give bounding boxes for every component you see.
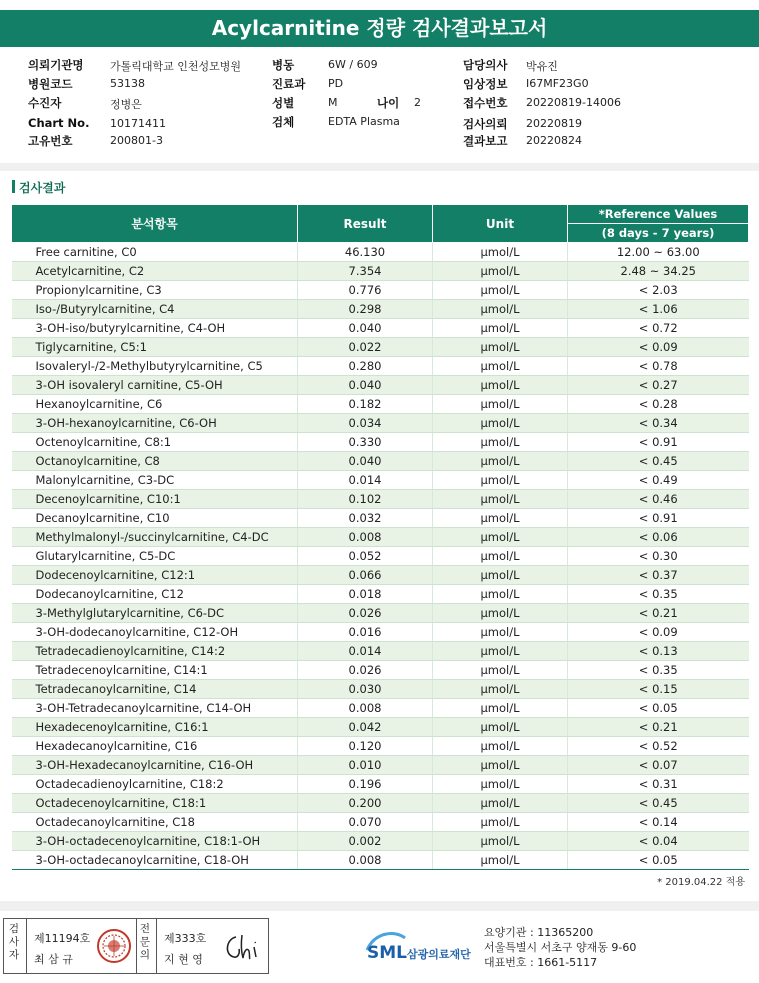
table-row bbox=[12, 718, 749, 737]
reference-cell: < 0.13 bbox=[568, 642, 749, 661]
analyte-cell: Acetylcarnitine, C2 bbox=[12, 262, 298, 281]
result-cell: 0.010 bbox=[298, 756, 433, 775]
unit-cell: μmol/L bbox=[433, 300, 568, 319]
table-row bbox=[12, 395, 749, 414]
table-row bbox=[12, 661, 749, 680]
report-date-value: 20220824 bbox=[526, 134, 582, 147]
reference-cell: < 0.78 bbox=[568, 357, 749, 376]
result-cell: 0.014 bbox=[298, 642, 433, 661]
result-cell: 0.026 bbox=[298, 661, 433, 680]
table-row bbox=[12, 585, 749, 604]
org-address-line: 서울특별시 서초구 양재동 9-60 bbox=[484, 941, 637, 954]
analyte-cell: Dodecanoylcarnitine, C12 bbox=[12, 585, 298, 604]
result-cell: 0.002 bbox=[298, 832, 433, 851]
report-title: Acylcarnitine 정량 검사결과보고서 bbox=[0, 10, 759, 47]
unit-cell: μmol/L bbox=[433, 756, 568, 775]
col-header-reference-range: (8 days - 7 years) bbox=[568, 224, 749, 243]
reference-cell: < 1.06 bbox=[568, 300, 749, 319]
unit-cell: μmol/L bbox=[433, 794, 568, 813]
specialist-signature-icon bbox=[222, 931, 262, 963]
results-table bbox=[11, 204, 749, 870]
table-row bbox=[12, 756, 749, 775]
table-row bbox=[12, 794, 749, 813]
analyte-cell: Tetradecadienoylcarnitine, C14:2 bbox=[12, 642, 298, 661]
age-label: 나이 bbox=[377, 96, 400, 110]
table-row bbox=[12, 490, 749, 509]
result-cell: 7.354 bbox=[298, 262, 433, 281]
analyte-cell: Tiglycarnitine, C5:1 bbox=[12, 338, 298, 357]
specimen-value: EDTA Plasma bbox=[328, 115, 400, 128]
table-row bbox=[12, 300, 749, 319]
result-cell: 0.330 bbox=[298, 433, 433, 452]
reference-cell: < 0.91 bbox=[568, 509, 749, 528]
table-row bbox=[12, 509, 749, 528]
reference-cell: < 0.30 bbox=[568, 547, 749, 566]
table-row bbox=[12, 471, 749, 490]
result-cell: 0.070 bbox=[298, 813, 433, 832]
analyte-cell: Dodecenoylcarnitine, C12:1 bbox=[12, 566, 298, 585]
reference-cell: < 0.49 bbox=[568, 471, 749, 490]
unit-cell: μmol/L bbox=[433, 528, 568, 547]
physician-value: 박유진 bbox=[526, 60, 558, 73]
reference-cell: < 0.31 bbox=[568, 775, 749, 794]
reference-cell: < 0.04 bbox=[568, 832, 749, 851]
table-row bbox=[12, 699, 749, 718]
table-row bbox=[12, 737, 749, 756]
table-row bbox=[12, 281, 749, 300]
patient-value: 정병은 bbox=[110, 98, 142, 111]
result-cell: 0.014 bbox=[298, 471, 433, 490]
signature-box bbox=[3, 918, 269, 974]
reference-cell: 2.48 ~ 34.25 bbox=[568, 262, 749, 281]
table-row bbox=[12, 243, 749, 262]
unit-cell: μmol/L bbox=[433, 718, 568, 737]
result-cell: 0.040 bbox=[298, 319, 433, 338]
reference-cell: < 0.91 bbox=[568, 433, 749, 452]
reference-cell: < 0.35 bbox=[568, 661, 749, 680]
reference-cell: < 0.15 bbox=[568, 680, 749, 699]
reference-cell: < 0.46 bbox=[568, 490, 749, 509]
analyte-cell: 3-Methylglutarylcarnitine, C6-DC bbox=[12, 604, 298, 623]
inspector-seal-icon bbox=[96, 928, 132, 964]
unit-cell: μmol/L bbox=[433, 623, 568, 642]
result-cell: 0.200 bbox=[298, 794, 433, 813]
table-row bbox=[12, 262, 749, 281]
report-date-label: 결과보고 bbox=[463, 134, 508, 148]
specialist-name: 지 현 영 bbox=[164, 953, 203, 966]
unit-cell: μmol/L bbox=[433, 471, 568, 490]
sex-label: 성별 bbox=[272, 96, 295, 110]
result-cell: 0.008 bbox=[298, 851, 433, 870]
reference-cell: < 0.06 bbox=[568, 528, 749, 547]
analyte-cell: Octenoylcarnitine, C8:1 bbox=[12, 433, 298, 452]
inspector-label-text: 검사자 bbox=[8, 923, 20, 961]
result-cell: 0.298 bbox=[298, 300, 433, 319]
specialist-label-text: 전문의 bbox=[139, 923, 151, 961]
table-row bbox=[12, 528, 749, 547]
reference-cell: < 0.37 bbox=[568, 566, 749, 585]
analyte-cell: Iso-/Butyrylcarnitine, C4 bbox=[12, 300, 298, 319]
unit-cell: μmol/L bbox=[433, 452, 568, 471]
analyte-cell: Free carnitine, C0 bbox=[12, 243, 298, 262]
chart-no-value: 10171411 bbox=[110, 117, 166, 130]
reference-cell: < 0.35 bbox=[568, 585, 749, 604]
request-date-label: 검사의뢰 bbox=[463, 117, 508, 131]
unit-cell: μmol/L bbox=[433, 281, 568, 300]
analyte-cell: Decenoylcarnitine, C10:1 bbox=[12, 490, 298, 509]
unique-no-label: 고유번호 bbox=[28, 134, 73, 148]
unit-cell: μmol/L bbox=[433, 414, 568, 433]
hospital-code-label: 병원코드 bbox=[28, 77, 73, 91]
reference-cell: < 0.52 bbox=[568, 737, 749, 756]
department-value: PD bbox=[328, 77, 344, 90]
table-row bbox=[12, 680, 749, 699]
unit-cell: μmol/L bbox=[433, 737, 568, 756]
table-row bbox=[12, 604, 749, 623]
analyte-cell: 3-OH-octadecenoylcarnitine, C18:1-OH bbox=[12, 832, 298, 851]
result-cell: 46.130 bbox=[298, 243, 433, 262]
table-row bbox=[12, 433, 749, 452]
specialist-license: 제333호 bbox=[164, 932, 207, 945]
reference-cell: < 0.45 bbox=[568, 452, 749, 471]
inspector-name: 최 삼 규 bbox=[34, 953, 73, 966]
result-cell: 0.008 bbox=[298, 528, 433, 547]
reference-cell: < 0.07 bbox=[568, 756, 749, 775]
section-marker bbox=[12, 180, 15, 193]
signature-divider-2 bbox=[136, 919, 137, 973]
col-header-result: Result bbox=[298, 205, 433, 243]
age-value: 2 bbox=[414, 96, 421, 109]
unit-cell: μmol/L bbox=[433, 243, 568, 262]
result-cell: 0.102 bbox=[298, 490, 433, 509]
analyte-cell: Octanoylcarnitine, C8 bbox=[12, 452, 298, 471]
clinical-info-label: 임상정보 bbox=[463, 77, 508, 91]
reference-cell: < 0.21 bbox=[568, 718, 749, 737]
analyte-cell: Glutarylcarnitine, C5-DC bbox=[12, 547, 298, 566]
table-row bbox=[12, 851, 749, 870]
reference-cell: < 0.09 bbox=[568, 338, 749, 357]
unit-cell: μmol/L bbox=[433, 376, 568, 395]
col-header-reference: *Reference Values bbox=[568, 205, 749, 224]
org-phone-line: 대표번호 : 1661-5117 bbox=[484, 956, 598, 969]
col-header-unit: Unit bbox=[433, 205, 568, 243]
unit-cell: μmol/L bbox=[433, 813, 568, 832]
section-divider bbox=[0, 163, 759, 171]
unit-cell: μmol/L bbox=[433, 680, 568, 699]
analyte-cell: Octadecenoylcarnitine, C18:1 bbox=[12, 794, 298, 813]
result-cell: 0.196 bbox=[298, 775, 433, 794]
result-cell: 0.052 bbox=[298, 547, 433, 566]
analyte-cell: Tetradecanoylcarnitine, C14 bbox=[12, 680, 298, 699]
table-row bbox=[12, 547, 749, 566]
reference-cell: < 0.28 bbox=[568, 395, 749, 414]
logo-text: SML bbox=[367, 943, 407, 963]
analyte-cell: Isovaleryl-/2-Methylbutyrylcarnitine, C5 bbox=[12, 357, 298, 376]
table-row bbox=[12, 813, 749, 832]
analyte-cell: Methylmalonyl-/succinylcarnitine, C4-DC bbox=[12, 528, 298, 547]
specimen-label: 검체 bbox=[272, 115, 295, 129]
organization-info bbox=[484, 925, 636, 970]
unit-cell: μmol/L bbox=[433, 319, 568, 338]
table-row bbox=[12, 338, 749, 357]
department-label: 진료과 bbox=[272, 77, 306, 91]
table-row bbox=[12, 319, 749, 338]
table-row bbox=[12, 832, 749, 851]
table-row bbox=[12, 414, 749, 433]
org-name: 삼광의료재단 bbox=[407, 948, 471, 961]
reference-cell: < 0.05 bbox=[568, 699, 749, 718]
result-cell: 0.034 bbox=[298, 414, 433, 433]
org-code-line: 요양기관 : 11365200 bbox=[484, 926, 594, 939]
unit-cell: μmol/L bbox=[433, 642, 568, 661]
reference-note: * 2019.04.22 적용 bbox=[657, 877, 745, 888]
table-row bbox=[12, 642, 749, 661]
reference-cell: 12.00 ~ 63.00 bbox=[568, 243, 749, 262]
request-date-value: 20220819 bbox=[526, 117, 582, 130]
analyte-cell: Octadecanoylcarnitine, C18 bbox=[12, 813, 298, 832]
unit-cell: μmol/L bbox=[433, 547, 568, 566]
inspector-label bbox=[8, 923, 22, 962]
unit-cell: μmol/L bbox=[433, 699, 568, 718]
analyte-cell: Tetradecenoylcarnitine, C14:1 bbox=[12, 661, 298, 680]
clinical-info-value: I67MF23G0 bbox=[526, 77, 589, 90]
result-cell: 0.022 bbox=[298, 338, 433, 357]
requesting-institution-value: 가톨릭대학교 인천성모병원 bbox=[110, 60, 242, 73]
result-cell: 0.280 bbox=[298, 357, 433, 376]
analyte-cell: 3-OH-hexanoylcarnitine, C6-OH bbox=[12, 414, 298, 433]
reference-cell: < 0.27 bbox=[568, 376, 749, 395]
unit-cell: μmol/L bbox=[433, 338, 568, 357]
receipt-no-value: 20220819-14006 bbox=[526, 96, 621, 109]
table-row bbox=[12, 623, 749, 642]
reference-cell: < 2.03 bbox=[568, 281, 749, 300]
sex-value: M bbox=[328, 96, 338, 109]
unit-cell: μmol/L bbox=[433, 566, 568, 585]
signature-divider-3 bbox=[156, 919, 157, 973]
table-row bbox=[12, 376, 749, 395]
result-cell: 0.040 bbox=[298, 452, 433, 471]
result-cell: 0.018 bbox=[298, 585, 433, 604]
analyte-cell: 3-OH-dodecanoylcarnitine, C12-OH bbox=[12, 623, 298, 642]
patient-label: 수진자 bbox=[28, 96, 62, 110]
unit-cell: μmol/L bbox=[433, 509, 568, 528]
result-cell: 0.040 bbox=[298, 376, 433, 395]
result-cell: 0.030 bbox=[298, 680, 433, 699]
unit-cell: μmol/L bbox=[433, 262, 568, 281]
reference-cell: < 0.14 bbox=[568, 813, 749, 832]
result-cell: 0.032 bbox=[298, 509, 433, 528]
result-cell: 0.008 bbox=[298, 699, 433, 718]
analyte-cell: Hexadecenoylcarnitine, C16:1 bbox=[12, 718, 298, 737]
unit-cell: μmol/L bbox=[433, 661, 568, 680]
signature-divider-1 bbox=[26, 919, 27, 973]
specialist-label bbox=[139, 923, 153, 962]
unit-cell: μmol/L bbox=[433, 851, 568, 870]
table-row bbox=[12, 566, 749, 585]
result-cell: 0.182 bbox=[298, 395, 433, 414]
table-row bbox=[12, 452, 749, 471]
result-cell: 0.042 bbox=[298, 718, 433, 737]
receipt-no-label: 접수번호 bbox=[463, 96, 508, 110]
result-cell: 0.066 bbox=[298, 566, 433, 585]
reference-cell: < 0.21 bbox=[568, 604, 749, 623]
reference-cell: < 0.34 bbox=[568, 414, 749, 433]
ward-value: 6W / 609 bbox=[328, 58, 378, 71]
reference-cell: < 0.45 bbox=[568, 794, 749, 813]
analyte-cell: Decanoylcarnitine, C10 bbox=[12, 509, 298, 528]
sml-logo-icon bbox=[365, 928, 475, 968]
col-header-analyte: 분석항목 bbox=[12, 205, 298, 243]
requesting-institution-label: 의뢰기관명 bbox=[28, 58, 84, 72]
patient-info-block bbox=[0, 53, 759, 153]
unit-cell: μmol/L bbox=[433, 832, 568, 851]
physician-label: 담당의사 bbox=[463, 58, 508, 72]
result-cell: 0.026 bbox=[298, 604, 433, 623]
analyte-cell: Hexanoylcarnitine, C6 bbox=[12, 395, 298, 414]
analyte-cell: 3-OH-octadecanoylcarnitine, C18-OH bbox=[12, 851, 298, 870]
unit-cell: μmol/L bbox=[433, 775, 568, 794]
unique-no-value: 200801-3 bbox=[110, 134, 163, 147]
table-row bbox=[12, 775, 749, 794]
unit-cell: μmol/L bbox=[433, 490, 568, 509]
unit-cell: μmol/L bbox=[433, 604, 568, 623]
unit-cell: μmol/L bbox=[433, 433, 568, 452]
reference-cell: < 0.09 bbox=[568, 623, 749, 642]
result-cell: 0.016 bbox=[298, 623, 433, 642]
analyte-cell: Octadecadienoylcarnitine, C18:2 bbox=[12, 775, 298, 794]
analyte-cell: 3-OH-Hexadecanoylcarnitine, C16-OH bbox=[12, 756, 298, 775]
analyte-cell: Propionylcarnitine, C3 bbox=[12, 281, 298, 300]
results-body bbox=[12, 243, 749, 870]
section-title: 검사결과 bbox=[19, 181, 66, 195]
analyte-cell: Malonylcarnitine, C3-DC bbox=[12, 471, 298, 490]
analyte-cell: 3-OH-Tetradecanoylcarnitine, C14-OH bbox=[12, 699, 298, 718]
analyte-cell: 3-OH-iso/butyrylcarnitine, C4-OH bbox=[12, 319, 298, 338]
reference-cell: < 0.72 bbox=[568, 319, 749, 338]
footer-divider bbox=[0, 901, 759, 911]
unit-cell: μmol/L bbox=[433, 357, 568, 376]
analyte-cell: Hexadecanoylcarnitine, C16 bbox=[12, 737, 298, 756]
unit-cell: μmol/L bbox=[433, 395, 568, 414]
hospital-code-value: 53138 bbox=[110, 77, 145, 90]
table-row bbox=[12, 357, 749, 376]
chart-no-label: Chart No. bbox=[28, 116, 90, 130]
reference-cell: < 0.05 bbox=[568, 851, 749, 870]
ward-label: 병동 bbox=[272, 58, 295, 72]
inspector-license: 제11194호 bbox=[34, 932, 91, 945]
analyte-cell: 3-OH isovaleryl carnitine, C5-OH bbox=[12, 376, 298, 395]
result-cell: 0.776 bbox=[298, 281, 433, 300]
result-cell: 0.120 bbox=[298, 737, 433, 756]
unit-cell: μmol/L bbox=[433, 585, 568, 604]
